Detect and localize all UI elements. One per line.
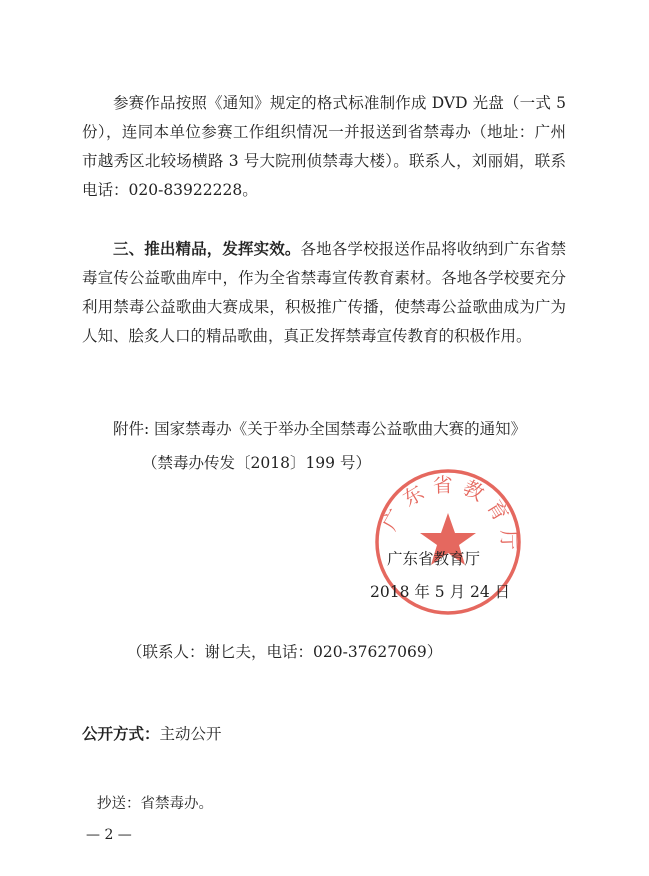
section-3-heading: 三、推出精品，发挥实效。 [113, 240, 301, 258]
page-number: — 2 — [86, 827, 132, 843]
issuer-name: 广东省教育厅 [387, 550, 481, 568]
disclosure-value: 主动公开 [159, 725, 222, 743]
paragraph-submission: 参赛作品按照《通知》规定的格式标准制作成 DVD 光盘（一式 5 份），连同本单位参赛工作组织情况一并报送到省禁毒办（地址：广州市越秀区北较场横路 3 号大院刑侦禁毒大楼）。联系人，刘丽娟，联系电话：020-83922228。 [82, 94, 566, 199]
attachment-title: 附件: 国家禁毒办《关于举办全国禁毒公益歌曲大赛的通知》 [113, 420, 527, 438]
section-3-text: 各地各学校报送作品将收纳到广东省禁毒宣传公益歌曲库中，作为全省禁毒宣传教育素材。各地各学校要充分利用禁毒公益歌曲大赛成果，积极推广传播，使禁毒公益歌曲成为广为人知、脍炙人口的精品歌曲，真正发挥禁毒宣传教育的积极作用。 [82, 240, 566, 345]
contact-info: （联系人：谢匕夫，电话：020-37627069） [127, 643, 443, 661]
disclosure-label: 公开方式： [82, 725, 160, 743]
seal-text: 广东省教育厅 [377, 472, 522, 559]
cc-line: 抄送：省禁毒办。 [97, 796, 213, 812]
issue-date: 2018 年 5 月 24 日 [370, 583, 511, 601]
disclosure-method [82, 722, 222, 744]
attachment-doc-number: （禁毒办传发〔2018〕199 号） [142, 454, 371, 472]
paragraph-section-3 [82, 235, 566, 351]
